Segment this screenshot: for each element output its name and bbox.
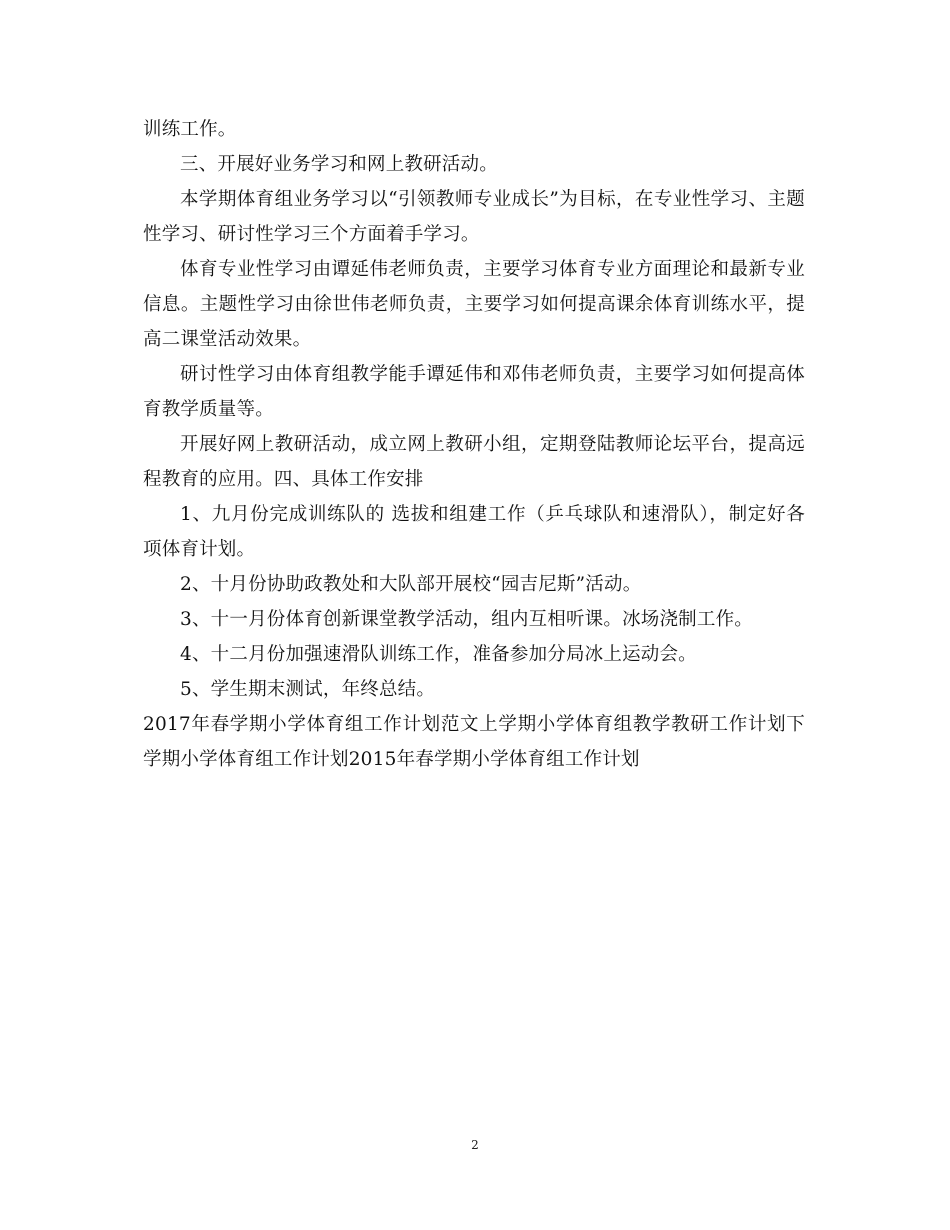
body-paragraph-4: 研讨性学习由体育组教学能手谭延伟和邓伟老师负责，主要学习如何提高体育教学质量等。: [143, 364, 805, 420]
body-paragraph-5: 开展好网上教研活动，成立网上教研小组，定期登陆教师论坛平台，提高远程教育的应用。四、具体工作安排: [143, 434, 805, 490]
schedule-item-1: 1、九月份完成训练队的 选拔和组建工作（乒乓球队和速滑队），制定好各项体育计划。: [143, 504, 805, 560]
page-number: 2: [471, 1138, 479, 1152]
schedule-item-4: 4、十二月份加强速滑队训练工作，准备参加分局冰上运动会。: [180, 644, 697, 665]
body-paragraph-2: 本学期体育组业务学习以“引领教师专业成长”为目标，在专业性学习、主题性学习、研讨性学习三个方面着手学习。: [143, 189, 805, 245]
related-articles: 2017年春学期小学体育组工作计划范文上学期小学体育组教学教研工作计划下学期小学体育组工作计划2015年春学期小学体育组工作计划: [143, 714, 805, 770]
document-body: [143, 112, 805, 777]
schedule-item-2: 2、十月份协助政教处和大队部开展校“园吉尼斯”活动。: [180, 574, 642, 595]
schedule-item-3: 3、十一月份体育创新课堂教学活动，组内互相听课。冰场浇制工作。: [180, 609, 753, 630]
body-paragraph-3: 体育专业性学习由谭延伟老师负责，主要学习体育专业方面理论和最新专业信息。主题性学习由徐世伟老师负责，主要学习如何提高课余体育训练水平，提高二课堂活动效果。: [143, 259, 805, 350]
section-heading-3: 三、开展好业务学习和网上教研活动。: [180, 154, 498, 175]
body-paragraph-1: 训练工作。: [143, 119, 237, 140]
schedule-item-5: 5、学生期末测试，年终总结。: [180, 679, 436, 700]
